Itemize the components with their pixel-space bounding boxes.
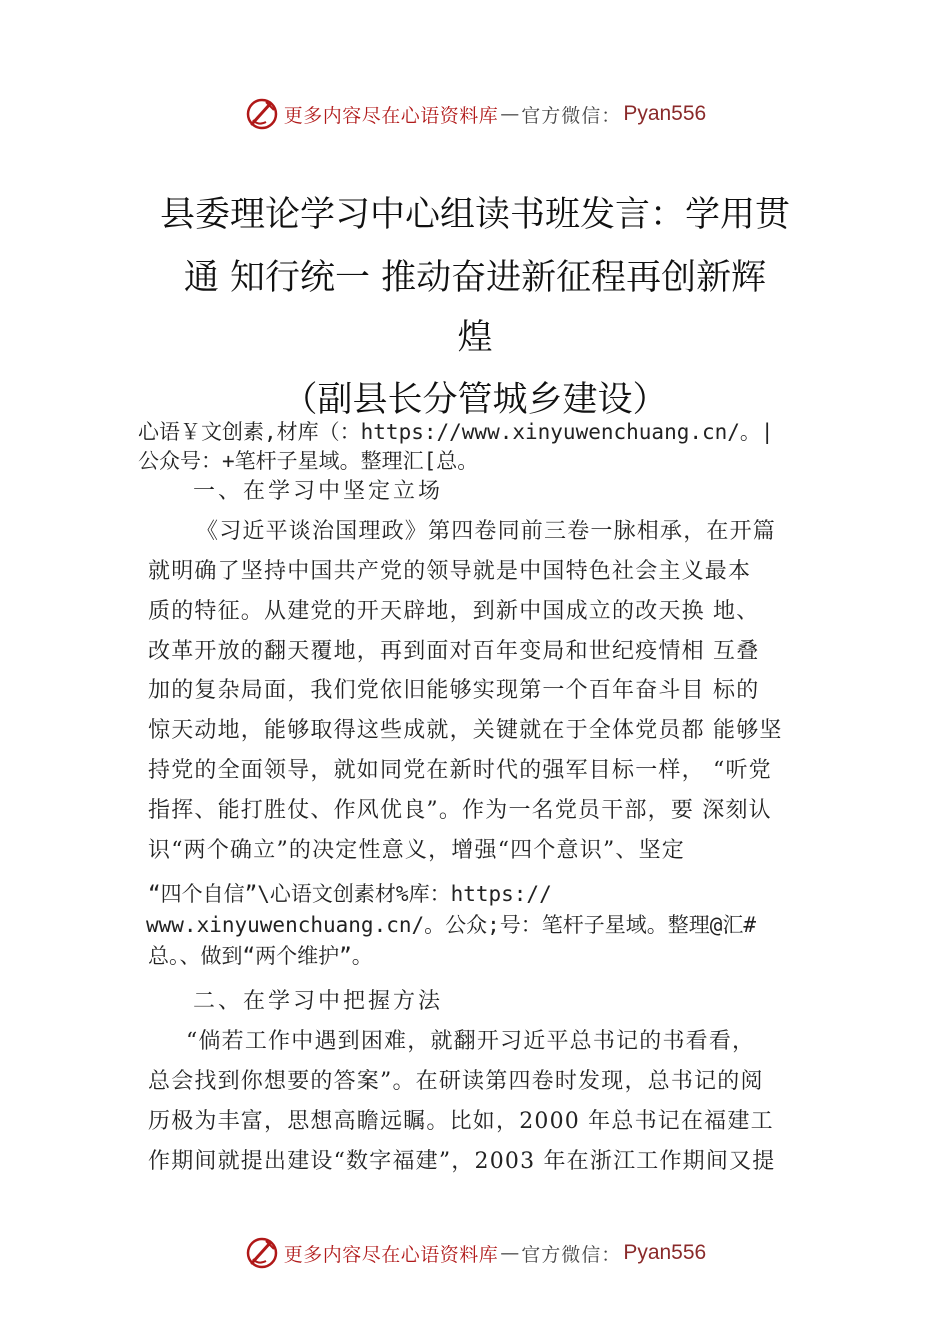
section-1-line: 惊天动地，能够取得这些成就，关键就在于全体党员都 能够坚 [148,718,783,743]
section-1-heading: 一、在学习中坚定立场 [193,479,444,504]
watermark-line-2: www.xinyuwenchuang.cn/。公众;号：笔杆子星域。整理@汇# [146,913,757,937]
title-line-1: 县委理论学习中心组读书班发言：学用贯 [159,195,790,235]
section-2-line: 总会找到你想要的答案”。在研读第四卷时发现，总书记的阅 [148,1069,764,1094]
banner-wechat-id: Pyan556 [623,102,707,125]
title-line-2: 通 知行统一 推动奋进新征程再创新辉 [183,258,767,298]
banner-wechat-id: Pyan556 [623,1241,707,1264]
section-1-line: 识“两个确立”的决定性意义，增强“四个意识”、坚定 [148,838,685,863]
footer-banner [0,1233,950,1273]
pen-logo-icon [244,96,280,132]
title-line-3: 煌 [457,318,493,358]
banner-slogan: 更多内容尽在心语资料库 [283,1243,499,1266]
subtitle: （副县长分管城乡建设） [282,380,668,420]
section-1-line: 《习近平谈治国理政》第四卷同前三卷一脉相承，在开篇 [196,519,777,544]
section-1-line: 就明确了坚持中国共产党的领导就是中国特色社会主义最本 [148,559,752,584]
banner-dash: — [500,103,520,125]
section-2-heading: 二、在学习中把握方法 [193,989,444,1014]
section-2-line: “倘若工作中遇到困难，就翻开习近平总书记的书看看， [186,1029,756,1054]
notice-line-2: 公众号：+笔杆子星域。整理汇[总。 [138,449,479,473]
banner-dash: — [500,1242,520,1264]
watermark-line-3: 总。、做到“两个维护”。 [148,944,373,968]
notice-line-1: 心语￥文创素,材库（：https://www.xinyuwenchuang.cn/。| [138,420,774,444]
banner-label: 官方微信： [521,104,622,127]
section-1-line: 质的特征。从建党的开天辟地，到新中国成立的改天换 地、 [148,599,760,624]
banner-slogan: 更多内容尽在心语资料库 [283,104,499,127]
section-2-line: 作期间就提出建设“数字福建”，2003 年在浙江工作期间又提 [148,1149,776,1174]
pen-logo-icon [244,1235,280,1271]
section-1-line: 加的复杂局面，我们党依旧能够实现第一个百年奋斗目 标的 [148,678,760,703]
section-1-line: 改革开放的翻天覆地，再到面对百年变局和世纪疫情相 互叠 [148,639,760,664]
banner-label: 官方微信： [521,1243,622,1266]
watermark-line-1: “四个自信”\心语文创素材%库：https:// [148,882,552,906]
section-1-line: 持党的全面领导，就如同党在新时代的强军目标一样， “听党 [148,758,772,783]
header-banner [0,94,950,134]
section-2-line: 历极为丰富，思想高瞻远瞩。比如，2000 年总书记在福建工 [148,1109,774,1134]
section-1-line: 指挥、能打胜仗、作风优良”。作为一名党员干部，要 深刻认 [148,798,772,823]
